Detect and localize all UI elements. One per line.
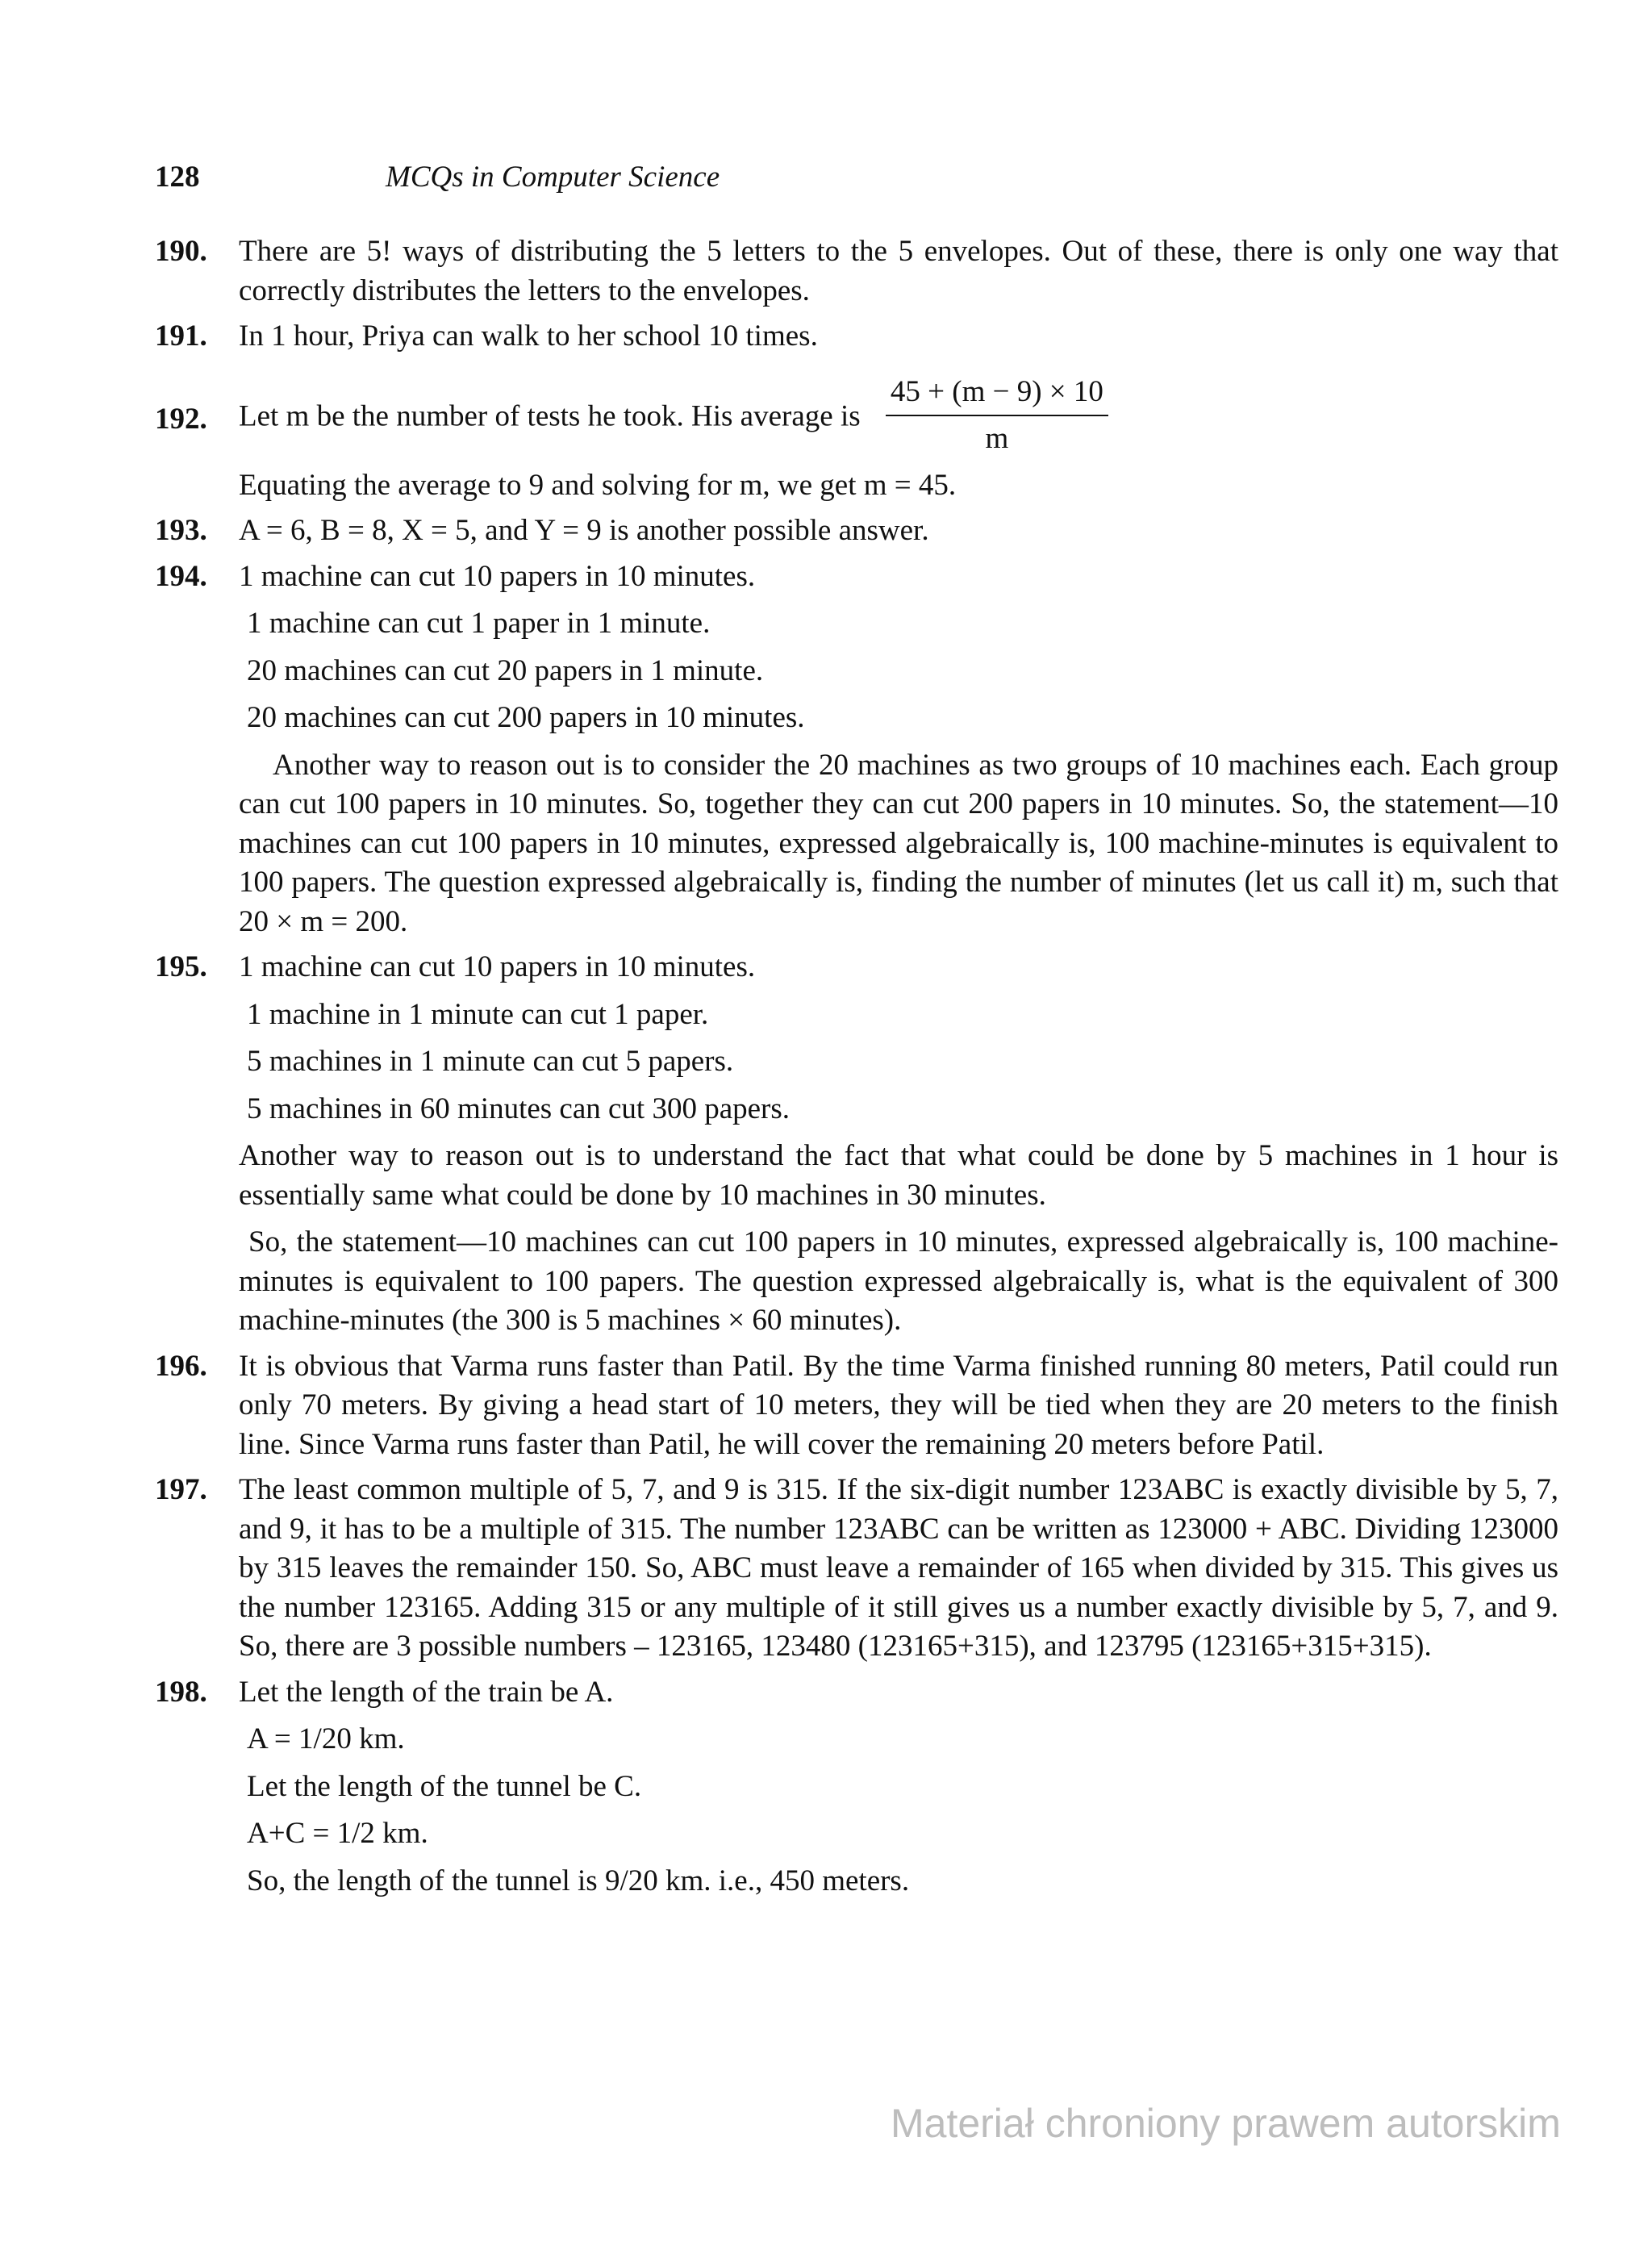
average-fraction — [886, 376, 1108, 455]
answer-paragraph: Another way to reason out is to consider the 20 machines as two groups of 10 machines each. Each group can cut 100 papers in 10 minutes. So, together they can cut 200 papers in 10 minutes. So, the statement—10 machines can cut 100 papers in 10 minutes, expressed algebraically is, 100 machine-minutes is equivalent to 100 papers. The question expressed algebraically is, finding the number of minutes (let us call it) m, such that 20 × m = 200. — [239, 748, 1558, 938]
answer-text: The least common multiple of 5, 7, and 9 is 315. If the six-digit number 123ABC is exactly divisible by 5, 7, and 9, it has to be a multiple of 315. The number 123ABC can be written as 123000 + ABC. Dividing 123000 by 315 leaves the remainder 150. So, ABC must leave a remainder of 165 when divided by 315. This gives us the number 123165. Adding 315 or any multiple of it still gives us a number exactly divisible by 5, 7, and 9. So, there are 3 possible numbers – 123165, 123480 (123165+315), and 123795 (123165+315+315). — [239, 1473, 1558, 1663]
answer-196 — [155, 1347, 1558, 1465]
copyright-watermark: Materiał chroniony prawem autorskim — [891, 2101, 1561, 2146]
answer-text: 5 machines in 60 minutes can cut 300 papers. — [247, 1092, 791, 1125]
answer-194 — [155, 557, 1558, 942]
answer-text: A = 6, B = 8, X = 5, and Y = 9 is another possible answer. — [239, 514, 929, 547]
answer-text: Let the length of the train be A. — [239, 1675, 614, 1709]
answer-number: 196. — [155, 1349, 207, 1383]
answer-text: In 1 hour, Priya can walk to her school 10 times. — [239, 319, 818, 353]
answer-text: There are 5! ways of distributing the 5 letters to the 5 envelopes. Out of these, there is only one way that correctly distributes the letters to the envelopes. — [239, 235, 1558, 307]
answer-text: 5 machines in 1 minute can cut 5 papers. — [247, 1045, 734, 1078]
answer-190 — [155, 232, 1558, 311]
answer-text: A+C = 1/2 km. — [247, 1817, 428, 1850]
answer-text: So, the length of the tunnel is 9/20 km. i.e., 450 meters. — [247, 1864, 910, 1897]
answer-number: 190. — [155, 235, 207, 268]
answer-text-with-fraction — [239, 374, 1558, 458]
answer-193 — [155, 511, 1558, 551]
answer-191 — [155, 317, 1558, 357]
answer-number: 194. — [155, 559, 207, 593]
fraction-denominator: m — [985, 421, 1009, 455]
answer-number: 198. — [155, 1675, 207, 1709]
answer-text: 20 machines can cut 20 papers in 1 minute. — [247, 653, 764, 687]
answer-number: 195. — [155, 950, 207, 983]
answer-198 — [155, 1673, 1558, 1901]
fraction-numerator: 45 + (m − 9) × 10 — [886, 376, 1108, 416]
answer-paragraph: So, the statement—10 machines can cut 100 papers in 10 minutes, expressed algebraically is, 100 machine-minutes is equivalent to 100 papers. The question expressed algebraically is, what is the equivalent of 300 machine-minutes (the 300 is 5 machines × 60 minutes). — [239, 1225, 1558, 1337]
answer-text: A = 1/20 km. — [247, 1722, 405, 1755]
answer-paragraph: Another way to reason out is to understand the fact that what could be done by 5 machines in 1 hour is essentially same what could be done by 10 machines in 30 minutes. — [239, 1139, 1558, 1212]
answer-195 — [155, 948, 1558, 1341]
answer-text: 1 machine can cut 10 papers in 10 minutes. — [239, 559, 756, 593]
answer-text: It is obvious that Varma runs faster than Patil. By the time Varma finished running 80 meters, Patil could run only 70 meters. By giving a head start of 10 meters, they will be tied when they are 20 meters to the finish line. Since Varma runs faster than Patil, he will cover the remaining 20 meters before Patil. — [239, 1349, 1558, 1461]
running-head — [155, 160, 1566, 198]
answer-text: Equating the average to 9 and solving for m, we get m = 45. — [239, 468, 957, 502]
answer-text: 20 machines can cut 200 papers in 10 minutes. — [247, 701, 805, 734]
answer-text: 1 machine in 1 minute can cut 1 paper. — [247, 997, 709, 1031]
answer-number: 193. — [155, 514, 207, 547]
answer-text: Let m be the number of tests he took. His average is — [239, 399, 861, 432]
answers-content — [155, 232, 1558, 1901]
book-title: MCQs in Computer Science — [386, 161, 720, 194]
answer-number: 192. — [155, 402, 207, 436]
answer-192 — [155, 363, 1558, 506]
answer-text: Let the length of the tunnel be C. — [247, 1769, 642, 1803]
page-number: 128 — [155, 161, 200, 194]
answer-number: 197. — [155, 1473, 207, 1506]
answer-number: 191. — [155, 319, 207, 353]
answer-text: 1 machine can cut 1 paper in 1 minute. — [247, 607, 711, 640]
answer-text: 1 machine can cut 10 papers in 10 minutes. — [239, 950, 756, 983]
answer-197 — [155, 1471, 1558, 1667]
